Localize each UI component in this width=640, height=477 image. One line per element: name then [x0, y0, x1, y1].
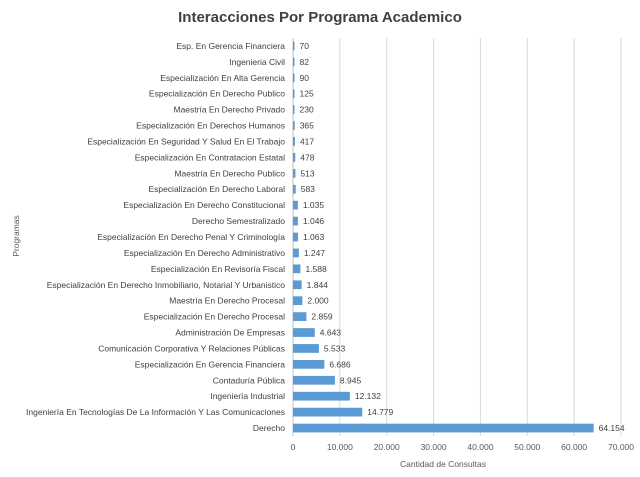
- x-tick-label: 60.000: [561, 442, 588, 452]
- category-label: Especialización En Derecho Administrativo: [123, 247, 285, 258]
- data-label: 1.588: [305, 263, 327, 274]
- data-label: 64.154: [598, 423, 625, 434]
- data-label: 14.779: [367, 407, 394, 418]
- bar: [293, 264, 300, 273]
- category-label: Derecho Semestralizado: [191, 216, 285, 227]
- data-label: 1.035: [302, 200, 325, 211]
- bar: [293, 201, 298, 210]
- x-tick-label: 30.000: [420, 442, 447, 452]
- bar: [293, 169, 295, 178]
- data-label: 478: [300, 152, 315, 163]
- bar: [293, 153, 295, 162]
- data-label: 583: [300, 184, 315, 195]
- category-label: Especialización En Derecho Inmobiliario, Notarial Y Urbanistico: [46, 279, 285, 290]
- x-axis-label: Cantidad de Consultas: [399, 459, 487, 469]
- data-label: 1.046: [302, 216, 325, 227]
- bar: [293, 312, 306, 321]
- data-label: 12.132: [354, 391, 381, 402]
- x-tick-label: 0: [290, 442, 296, 452]
- category-label: Especialización En Derecho Procesal: [143, 311, 285, 322]
- category-label: Ingeniería Industrial: [210, 391, 285, 402]
- category-label: Ingenieria Civil: [229, 56, 285, 67]
- x-tick-label: 50.000: [514, 442, 541, 452]
- data-label: 1.063: [302, 232, 325, 242]
- data-label: 230: [299, 104, 314, 115]
- chart-title: Interacciones Por Programa Academico: [178, 9, 462, 26]
- bar: [293, 105, 295, 114]
- bar: [293, 360, 324, 369]
- category-label: Esp. En Gerencia Financiera: [176, 40, 285, 51]
- data-label: 125: [299, 88, 314, 99]
- bar: [293, 424, 594, 433]
- bar: [293, 344, 319, 353]
- category-labels: [26, 41, 285, 433]
- category-label: Especialización En Contratacion Estatal: [134, 152, 285, 163]
- category-label: Administración De Empresas: [175, 327, 285, 338]
- category-label: Maestría En Derecho Privado: [173, 104, 285, 115]
- bars: [293, 42, 594, 433]
- category-label: Maestría En Derecho Procesal: [169, 295, 285, 306]
- category-label: Especialización En Derecho Constitucional: [123, 200, 285, 211]
- bar: [293, 280, 302, 289]
- data-label: 70: [299, 40, 309, 51]
- bar: [293, 89, 295, 98]
- category-label: Especialización En Seguridad Y Salud En El Trabajo: [87, 136, 285, 147]
- y-axis-label: Programas: [11, 215, 21, 257]
- x-tick-labels: [291, 442, 635, 452]
- category-label: Especialización En Gerencia Financiera: [134, 359, 285, 370]
- value-labels: [300, 41, 625, 433]
- category-label: Especialización En Revisoría Fiscal: [150, 263, 285, 274]
- bar: [293, 185, 296, 194]
- bar: [293, 249, 299, 258]
- category-label: Especialización En Derecho Publico: [148, 88, 285, 99]
- data-label: 1.844: [306, 279, 328, 290]
- category-label: Especialización En Derechos Humanos: [136, 120, 285, 131]
- data-label: 8.945: [339, 375, 362, 386]
- category-label: Especialización En Derecho Laboral: [148, 184, 285, 195]
- x-tick-label: 20.000: [373, 442, 400, 452]
- bar: [293, 137, 295, 146]
- data-label: 82: [299, 56, 309, 67]
- x-tick-label: 10.000: [326, 442, 353, 452]
- category-label: Especialización En Derecho Penal Y Criminología: [97, 232, 285, 242]
- data-label: 90: [299, 72, 309, 83]
- data-label: 365: [299, 120, 314, 131]
- category-label: Contaduría Pública: [212, 375, 285, 386]
- data-label: 5.533: [323, 343, 346, 354]
- data-label: 513: [300, 168, 315, 179]
- data-label: 2.000: [307, 295, 329, 306]
- bar: [293, 217, 298, 226]
- x-tick-label: 40.000: [467, 442, 494, 452]
- data-label: 6.686: [329, 359, 351, 370]
- data-label: 2.859: [311, 311, 333, 322]
- category-label: Derecho: [252, 423, 285, 434]
- data-label: 1.247: [303, 247, 326, 258]
- data-label: 417: [299, 136, 315, 147]
- x-tick-label: 70.000: [608, 442, 634, 452]
- bar: [293, 376, 335, 385]
- bar: [293, 296, 302, 305]
- category-label: Especialización En Alta Gerencia: [160, 72, 285, 83]
- bar: [293, 408, 362, 417]
- bar: [293, 121, 295, 130]
- category-label: Maestría En Derecho Publico: [174, 168, 285, 179]
- category-label: Comunicación Corporativa Y Relaciones Públicas: [98, 343, 285, 354]
- category-label: Ingeniería En Tecnologías De La Información Y Las Comunicaciones: [26, 407, 285, 418]
- data-label: 4.643: [319, 327, 342, 338]
- bar: [293, 73, 295, 82]
- bar: [293, 58, 295, 67]
- bar: [293, 392, 350, 401]
- bar: [293, 328, 315, 337]
- bar: [293, 42, 295, 51]
- bar: [293, 233, 298, 242]
